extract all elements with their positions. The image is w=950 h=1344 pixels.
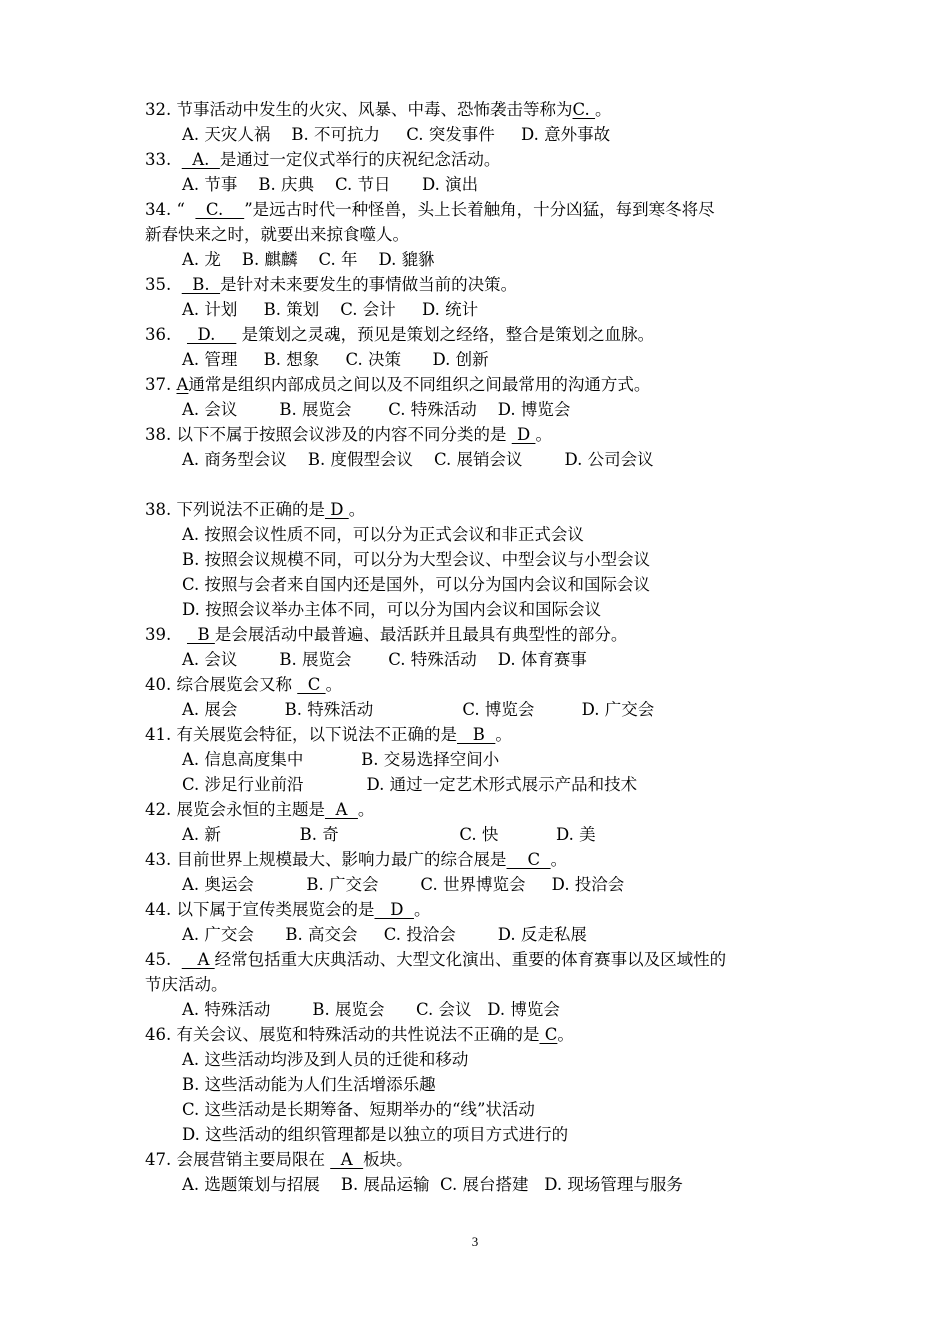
question-line <box>145 200 715 220</box>
option-line: A. 奥运会 B. 广交会 C. 世界博览会 D. 投洽会 <box>182 875 625 894</box>
question-text: 38. 以下不属于按照会议涉及的内容不同分类的是 <box>145 425 512 444</box>
option-line: A. 会议 B. 展览会 C. 特殊活动 D. 博览会 <box>182 400 571 419</box>
answer-blank: D. <box>186 325 237 344</box>
question-text-tail: 板块。 <box>363 1150 413 1169</box>
question-text-tail: 。 <box>348 500 366 519</box>
question-line <box>145 950 726 970</box>
answer-blank: C <box>506 850 551 869</box>
question-line <box>145 375 650 395</box>
option-line: A. 会议 B. 展览会 C. 特殊活动 D. 体育赛事 <box>182 650 587 669</box>
option-line: A. 节事 B. 庆典 C. 节日 D. 演出 <box>182 175 479 194</box>
question-text-tail: 通常是组织内部成员之间以及不同组织之间最常用的沟通方式。 <box>188 375 651 394</box>
question-text: 44. 以下属于宣传类展览会的是 <box>145 900 375 919</box>
option-line: A. 龙 B. 麒麟 C. 年 D. 貔貅 <box>182 250 435 269</box>
question-line <box>145 900 430 920</box>
question-text: 39. <box>145 625 187 644</box>
answer-blank: B <box>457 725 496 744</box>
question-text: 47. 会展营销主要局限在 <box>145 1150 331 1169</box>
answer-blank: A <box>325 800 358 819</box>
option-line: A. 广交会 B. 高交会 C. 投洽会 D. 反走私展 <box>182 925 587 944</box>
question-text: 45. <box>145 950 182 969</box>
question-text-tail: 。 <box>357 800 375 819</box>
option-line: A. 管理 B. 想象 C. 决策 D. 创新 <box>182 350 489 369</box>
option-line: A. 按照会议性质不同，可以分为正式会议和非正式会议 <box>182 525 584 544</box>
answer-blank: A. <box>181 150 220 169</box>
question-text: 43. 目前世界上规模最大、影响力最广的综合展是 <box>145 850 507 869</box>
question-text: 46. 有关会议、展览和特殊活动的共性说法不正确的是 <box>145 1025 540 1044</box>
question-line <box>145 1150 413 1170</box>
question-line <box>145 850 567 870</box>
option-line: A. 计划 B. 策划 C. 会计 D. 统计 <box>182 300 479 319</box>
option-line: C. 这些活动是长期筹备、短期举办的“线”状活动 <box>182 1100 535 1119</box>
option-line: A. 特殊活动 B. 展览会 C. 会议 D. 博览会 <box>182 1000 560 1019</box>
question-text-tail: 。 <box>535 425 552 444</box>
answer-blank: C. <box>195 200 245 219</box>
question-line <box>145 425 552 445</box>
question-text-tail: 。 <box>550 850 568 869</box>
question-text: 33. <box>145 150 182 169</box>
option-line: B. 这些活动能为人们生活增添乐趣 <box>182 1075 436 1094</box>
option-line: A. 这些活动均涉及到人员的迁徙和移动 <box>182 1050 469 1069</box>
question-text-tail: 。 <box>413 900 431 919</box>
question-text-tail: 是通过一定仪式举行的庆祝纪念活动。 <box>219 150 501 169</box>
question-text: 38. 下列说法不正确的是 <box>145 500 325 519</box>
question-text: 32. 节事活动中发生的火灾、风暴、中毒、恐怖袭击等称为 <box>145 100 573 119</box>
question-text-tail: 。 <box>595 100 612 119</box>
question-text-tail: ”是远古时代一种怪兽，头上长着触角，十分凶猛，每到寒冬将尽 <box>244 200 715 219</box>
question-line <box>145 225 409 245</box>
question-line <box>145 975 228 995</box>
answer-blank: B <box>186 625 215 644</box>
option-line: A. 信息高度集中 B. 交易选择空间小 <box>182 750 500 769</box>
answer-blank: B. <box>181 275 221 294</box>
option-line: D. 按照会议举办主体不同，可以分为国内会议和国际会议 <box>182 600 602 619</box>
question-text-tail: 。 <box>325 675 343 694</box>
question-text: 新春快来之时，就要出来掠食噬人。 <box>145 225 409 244</box>
question-line <box>145 800 374 820</box>
answer-blank: C <box>539 1025 558 1044</box>
question-line <box>145 625 627 645</box>
question-line <box>145 150 500 170</box>
option-line: D. 这些活动的组织管理都是以独立的项目方式进行的 <box>182 1125 569 1144</box>
question-text-tail: 是会展活动中最普遍、最活跃并且最具有典型性的部分。 <box>214 625 628 644</box>
option-line: C. 按照与会者来自国内还是国外，可以分为国内会议和国际会议 <box>182 575 651 594</box>
question-text: 节庆活动。 <box>145 975 228 994</box>
question-text: 37. <box>145 375 177 394</box>
answer-blank: A <box>176 375 189 394</box>
option-line: A. 天灾人祸 B. 不可抗力 C. 突发事件 D. 意外事故 <box>182 125 611 144</box>
answer-blank: D <box>511 425 536 444</box>
question-line <box>145 725 512 745</box>
page-number: 3 <box>471 1234 479 1249</box>
question-line <box>145 1025 574 1045</box>
question-line <box>145 100 612 120</box>
option-line: B. 按照会议规模不同，可以分为大型会议、中型会议与小型会议 <box>182 550 651 569</box>
question-text-tail: 是针对未来要发生的事情做当前的决策。 <box>220 275 518 294</box>
question-line <box>145 500 365 520</box>
option-line: C. 涉足行业前沿 D. 通过一定艺术形式展示产品和技术 <box>182 775 638 794</box>
question-text: 41. 有关展览会特征，以下说法不正确的是 <box>145 725 457 744</box>
question-text: 34. “ <box>145 200 196 219</box>
answer-blank: C <box>297 675 326 694</box>
answer-blank: D <box>325 500 349 519</box>
answer-blank: A <box>181 950 215 969</box>
question-text: 42. 展览会永恒的主题是 <box>145 800 325 819</box>
question-text: 35. <box>145 275 182 294</box>
answer-blank: D <box>374 900 414 919</box>
question-line <box>145 325 654 345</box>
option-line: A. 商务型会议 B. 度假型会议 C. 展销会议 D. 公司会议 <box>182 450 654 469</box>
question-text: 40. 综合展览会又称 <box>145 675 298 694</box>
answer-blank: C. <box>572 100 596 119</box>
question-line <box>145 675 342 695</box>
question-text-tail: 。 <box>557 1025 574 1044</box>
question-line <box>145 275 517 295</box>
option-line: A. 新 B. 奇 C. 快 D. 美 <box>182 825 596 844</box>
option-line: A. 展会 B. 特殊活动 C. 博览会 D. 广交会 <box>182 700 655 719</box>
option-line: A. 选题策划与招展 B. 展品运输 C. 展台搭建 D. 现场管理与服务 <box>182 1175 683 1194</box>
question-text-tail: 是策划之灵魂，预见是策划之经络，整合是策划之血脉。 <box>236 325 655 344</box>
question-text-tail: 。 <box>495 725 512 744</box>
question-text-tail: 经常包括重大庆典活动、大型文化演出、重要的体育赛事以及区域性的 <box>214 950 727 969</box>
answer-blank: A <box>330 1150 364 1169</box>
question-text: 36. <box>145 325 187 344</box>
